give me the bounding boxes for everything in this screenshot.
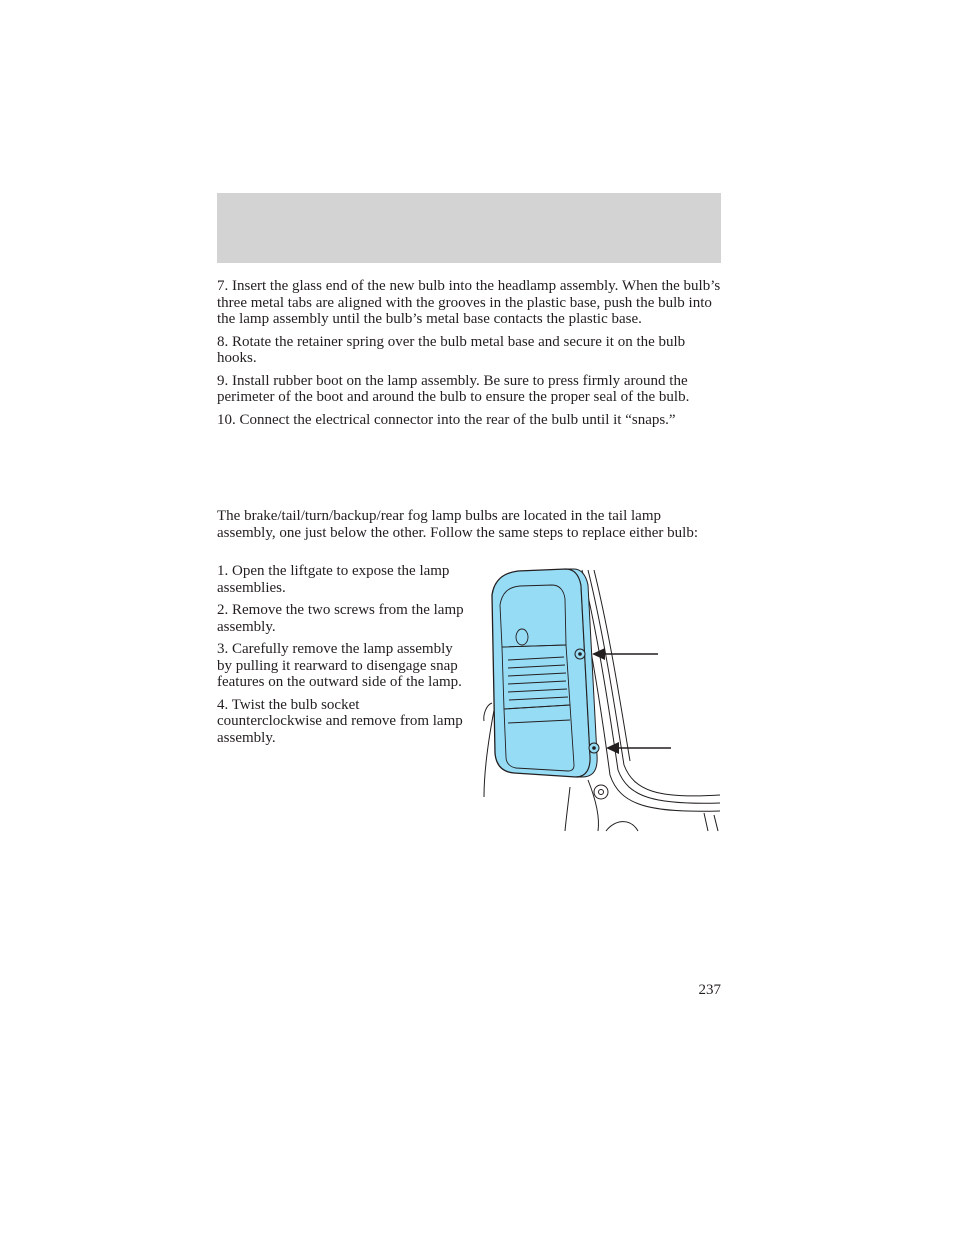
- headlamp-steps-continued: [217, 278, 721, 434]
- tail-lamp-intro: [217, 508, 721, 547]
- lower-arrow-head: [606, 742, 619, 754]
- tail-lamp-housing: [492, 569, 590, 777]
- step-10: 10. Connect the electrical connector into the rear of the bulb until it “snaps.”: [217, 411, 676, 428]
- body-panel-line: [565, 787, 570, 831]
- tail-lamp-steps: [217, 563, 467, 752]
- body-panel-line: [588, 780, 599, 831]
- body-fastener-center: [599, 790, 604, 795]
- body-seam-line: [582, 570, 720, 803]
- tail-step-1: 1. Open the liftgate to expose the lamp assemblies.: [217, 563, 450, 596]
- body-fastener: [594, 785, 608, 799]
- tail-step-4: 4. Twist the bulb socket counterclockwise and remove from lamp assembly.: [217, 696, 463, 746]
- tail-step-3: 3. Carefully remove the lamp assembly by pulling it rearward to disengage snap features on the outward side of the lamp.: [217, 641, 462, 690]
- lower-screw-center: [592, 746, 596, 750]
- section-header-band: [217, 193, 721, 263]
- body-panel-line: [606, 822, 638, 831]
- step-8: 8. Rotate the retainer spring over the bulb metal base and secure it on the bulb hooks.: [217, 333, 686, 366]
- body-panel-line: [714, 815, 718, 831]
- upper-screw-center: [578, 652, 582, 656]
- tail-lamp-intro-text: The brake/tail/turn/backup/rear fog lamp bulbs are located in the tail lamp assembly, one just below the other. Follow the same steps to replace either bulb:: [217, 508, 699, 541]
- tail-lamp-drawing: [478, 565, 724, 835]
- bumper-line: [484, 703, 492, 721]
- body-panel-line: [704, 813, 708, 831]
- tail-lamp-illustration: [478, 565, 724, 835]
- page-number: 237: [698, 982, 721, 998]
- tail-step-2: 2. Remove the two screws from the lamp assembly.: [217, 602, 464, 635]
- step-7: 7. Insert the glass end of the new bulb into the headlamp assembly. When the bulb’s three metal tabs are aligned with the grooves in the plastic base, push the bulb into the lamp assembly until the bulb’s metal base contacts the plastic base.: [217, 278, 721, 327]
- step-9: 9. Install rubber boot on the lamp assembly. Be sure to press firmly around the perimeter of the boot and around the bulb to ensure the proper seal of the bulb.: [217, 372, 690, 405]
